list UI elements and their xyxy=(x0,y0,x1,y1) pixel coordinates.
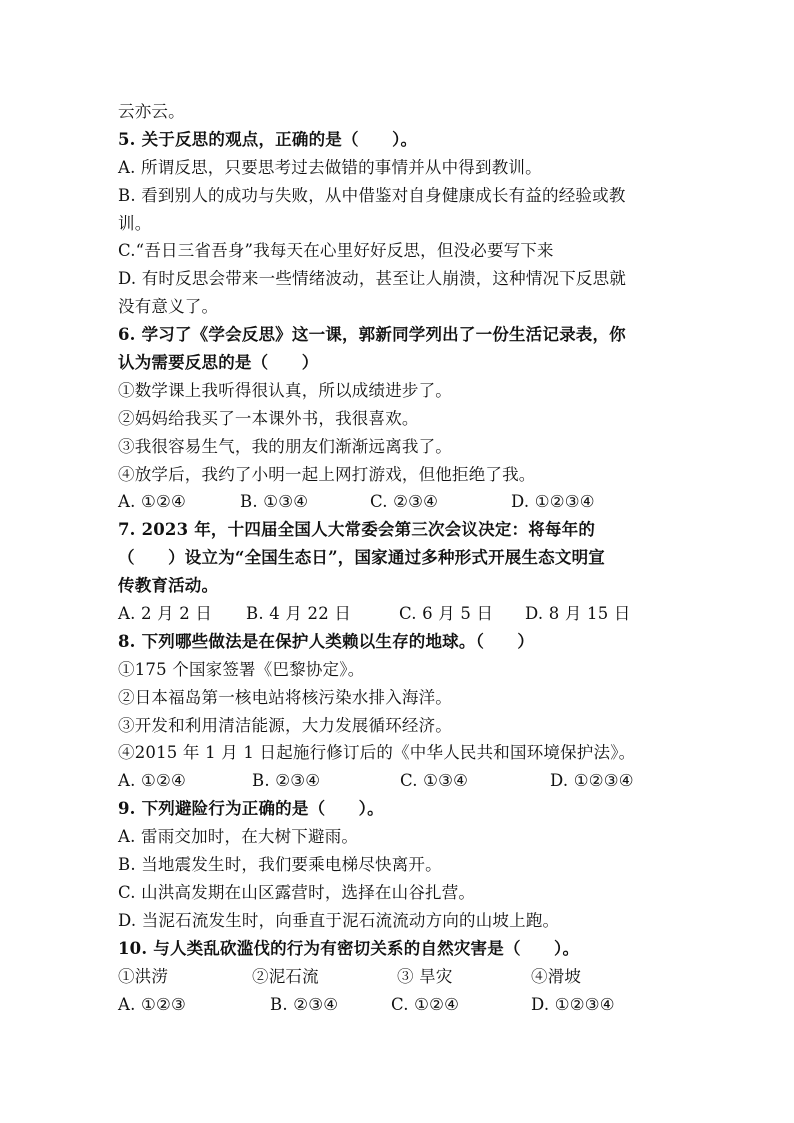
question-8-item-2: ②日本福岛第一核电站将核污染水排入海洋。 xyxy=(118,687,452,707)
question-6-item-3: ③我很容易生气，我的朋友们渐渐远离我了。 xyxy=(118,436,452,456)
question-7-stem-line3: 传教育活动。 xyxy=(118,576,219,596)
question-6-stem-line2: 认为需要反思的是（ ） xyxy=(118,353,319,373)
question-6-item-2: ②妈妈给我买了一本课外书，我很喜欢。 xyxy=(118,408,419,428)
question-8-choice-c: C. ①③④ xyxy=(400,771,469,791)
document-page xyxy=(118,98,688,1018)
question-10-choice-c: C. ①②④ xyxy=(391,994,460,1014)
question-6-stem-line1: 6. 学习了《学会反思》这一课，郭新同学列出了一份生活记录表，你 xyxy=(118,325,626,345)
question-8-choice-d: D. ①②③④ xyxy=(550,771,634,791)
question-9-stem: 9. 下列避险行为正确的是（ ）。 xyxy=(118,799,384,819)
question-6-choice-c: C. ②③④ xyxy=(370,492,439,512)
question-7-choice-b: B. 4 月 22 日 xyxy=(246,604,352,624)
question-10-stem: 10. 与人类乱砍滥伐的行为有密切关系的自然灾害是（ ）。 xyxy=(118,938,580,958)
question-5-option-d: D. 有时反思会带来一些情绪波动，甚至让人崩溃，这种情况下反思就 xyxy=(118,269,627,289)
question-10-item-3: ③ 旱灾 xyxy=(397,966,453,986)
question-10-item-2: ②泥石流 xyxy=(252,966,319,986)
question-8-item-4: ④2015 年 1 月 1 日起施行修订后的《中华人民共和国环境保护法》。 xyxy=(118,743,636,763)
question-10-item-4: ④滑坡 xyxy=(531,966,582,986)
question-9-option-d: D. 当泥石流发生时，向垂直于泥石流流动方向的山坡上跑。 xyxy=(118,910,560,930)
question-7-stem-line2: （ ）设立为“全国生态日”，国家通过多种形式开展生态文明宣 xyxy=(118,548,605,568)
question-6-choices xyxy=(118,488,688,516)
question-6-choice-d: D. ①②③④ xyxy=(511,492,595,512)
question-10-choice-d: D. ①②③④ xyxy=(531,994,615,1014)
question-8-choices xyxy=(118,767,688,795)
question-10-choice-a: A. ①②③ xyxy=(118,994,186,1014)
question-7-stem-line1: 7. 2023 年，十四届全国人大常委会第三次会议决定：将每年的 xyxy=(118,520,596,540)
question-8-item-1: ①175 个国家签署《巴黎协定》。 xyxy=(118,659,365,679)
question-8-stem: 8. 下列哪些做法是在保护人类赖以生存的地球。（ ） xyxy=(118,631,535,651)
question-8-choice-b: B. ②③④ xyxy=(252,771,321,791)
question-7-choice-c: C. 6 月 5 日 xyxy=(399,604,494,624)
question-6-choice-a: A. ①②④ xyxy=(118,492,186,512)
question-5-option-d-cont: 没有意义了。 xyxy=(118,297,219,317)
question-7-choice-d: D. 8 月 15 日 xyxy=(525,604,631,624)
question-10-choices xyxy=(118,991,688,1019)
question-5-option-c: C.“吾日三省吾身”我每天在心里好好反思，但没必要写下来 xyxy=(118,241,554,261)
question-8-item-3: ③开发和利用清洁能源，大力发展循环经济。 xyxy=(118,715,452,735)
question-9-option-c: C. 山洪高发期在山区露营时，选择在山谷扎营。 xyxy=(118,882,476,902)
question-8-choice-a: A. ①②④ xyxy=(118,771,186,791)
continuation-text: 云亦云。 xyxy=(118,102,185,121)
question-5-option-b: B. 看到别人的成功与失败，从中借鉴对自身健康成长有益的经验或教 xyxy=(118,185,626,205)
question-6-item-1: ①数学课上我听得很认真，所以成绩进步了。 xyxy=(118,380,452,400)
question-10-choice-b: B. ②③④ xyxy=(270,994,339,1014)
question-7-choice-a: A. 2 月 2 日 xyxy=(118,604,213,624)
question-6-choice-b: B. ①③④ xyxy=(240,492,309,512)
question-7-choices xyxy=(118,600,688,628)
question-5-option-b-cont: 训。 xyxy=(118,213,152,233)
question-9-option-b: B. 当地震发生时，我们要乘电梯尽快离开。 xyxy=(118,855,442,875)
question-5-option-a: A. 所谓反思，只要思考过去做错的事情并从中得到教训。 xyxy=(118,157,542,177)
question-9-option-a: A. 雷雨交加时，在大树下避雨。 xyxy=(118,827,359,847)
question-10-items xyxy=(118,963,688,991)
question-10-item-1: ①洪涝 xyxy=(118,966,169,986)
question-6-item-4: ④放学后，我约了小明一起上网打游戏，但他拒绝了我。 xyxy=(118,464,536,484)
question-5-stem: 5. 关于反思的观点，正确的是（ ）。 xyxy=(118,129,418,149)
